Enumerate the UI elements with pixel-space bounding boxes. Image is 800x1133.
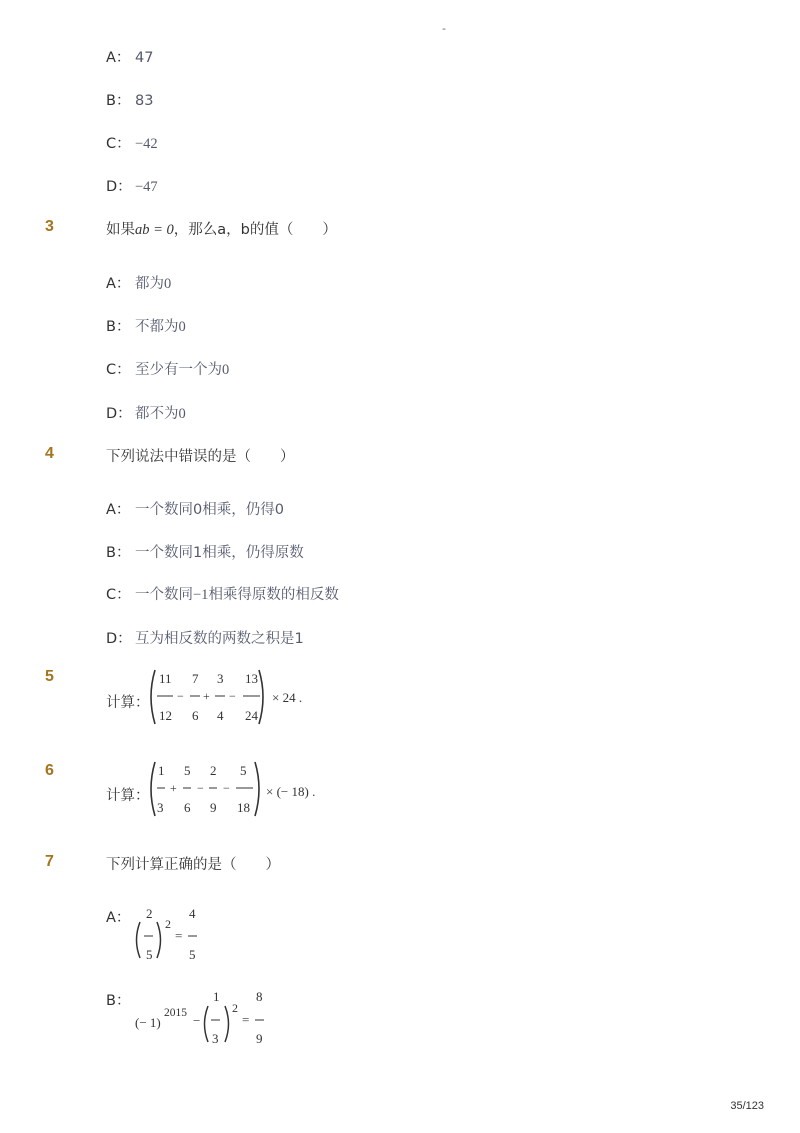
- fraction-denominator: 6: [184, 800, 191, 815]
- question-6-expression: [146, 756, 336, 822]
- fraction-denominator: 12: [159, 708, 172, 723]
- operator: −: [193, 1013, 201, 1028]
- stem-prefix: 如果: [106, 222, 135, 238]
- fraction-numerator: 1: [213, 989, 220, 1004]
- question-number: 4: [45, 445, 54, 462]
- option-label: C：: [106, 587, 131, 603]
- right-paren: [255, 762, 259, 816]
- option-number: 0: [222, 362, 230, 378]
- right-paren: [259, 670, 263, 724]
- option-label: B：: [106, 993, 131, 1009]
- q3-option-b[interactable]: [106, 315, 186, 336]
- q7-option-a[interactable]: [106, 906, 135, 927]
- fraction-denominator: 5: [146, 947, 153, 962]
- exponent: 2015: [164, 1007, 187, 1019]
- operator: −: [177, 689, 184, 703]
- fraction-denominator: 4: [217, 708, 224, 723]
- expression-tail: × (− 18) .: [266, 784, 316, 799]
- operator: +: [203, 689, 210, 703]
- option-number: −1: [193, 587, 209, 603]
- option-label: A：: [106, 910, 131, 926]
- fraction-numerator: 3: [217, 671, 224, 686]
- q4-option-c[interactable]: [106, 583, 339, 604]
- option-label: D：: [106, 631, 132, 647]
- q4-option-a[interactable]: [106, 498, 284, 519]
- fraction-numerator: 5: [240, 763, 247, 778]
- q4-option-b[interactable]: [106, 541, 304, 562]
- question-number: 6: [45, 762, 54, 779]
- option-label: B：: [106, 93, 131, 109]
- option-label: C：: [106, 136, 131, 152]
- option-text: −47: [135, 179, 158, 195]
- fraction-numerator: 4: [189, 906, 196, 921]
- option-text: 互为相反数的两数之积是1: [135, 631, 304, 647]
- option-text: 83: [135, 93, 154, 109]
- fraction-numerator: 2: [210, 763, 217, 778]
- fraction-denominator: 3: [157, 800, 164, 815]
- exponent: 2: [165, 917, 171, 931]
- option-label: C：: [106, 362, 131, 378]
- equals-sign: =: [242, 1012, 250, 1027]
- power-base: (− 1): [135, 1015, 161, 1030]
- question-3-stem: [106, 218, 337, 239]
- q2-option-c[interactable]: [106, 132, 158, 153]
- option-number: 0: [164, 276, 172, 292]
- q4-option-d[interactable]: [106, 627, 304, 648]
- question-6-prefix: 计算：: [106, 788, 150, 804]
- option-label: B：: [106, 545, 131, 561]
- fraction-numerator: 7: [192, 671, 199, 686]
- q7-option-a-expression: [132, 904, 212, 964]
- option-text: 一个数同0相乘，仍得0: [135, 502, 284, 518]
- fraction-denominator: 9: [256, 1031, 263, 1046]
- option-text: 都为: [135, 276, 164, 292]
- option-text: 47: [135, 50, 154, 66]
- fraction-numerator: 11: [159, 671, 172, 686]
- option-text: 一个数同: [135, 587, 193, 603]
- q7-option-b[interactable]: [106, 989, 135, 1010]
- left-paren: [205, 1006, 209, 1042]
- q3-option-d[interactable]: [106, 402, 186, 423]
- question-5-expression: [146, 664, 326, 730]
- operator: −: [197, 781, 204, 795]
- fraction-denominator: 6: [192, 708, 199, 723]
- question-5-prefix: 计算：: [106, 695, 150, 711]
- fraction-numerator: 2: [146, 906, 153, 921]
- q3-option-a[interactable]: [106, 272, 171, 293]
- option-text: 不都为: [135, 319, 179, 335]
- option-label: A：: [106, 276, 131, 292]
- fraction-denominator: 9: [210, 800, 217, 815]
- math-expression: ab = 0: [135, 222, 174, 238]
- fraction-numerator: 1: [158, 763, 165, 778]
- option-label: A：: [106, 50, 131, 66]
- option-label: A：: [106, 502, 131, 518]
- fraction-denominator: 24: [245, 708, 258, 723]
- page-number: 35/123: [730, 1100, 764, 1112]
- exponent: 2: [232, 1001, 238, 1015]
- fraction-denominator: 18: [237, 800, 250, 815]
- q7-option-b-expression: [132, 986, 282, 1048]
- operator: +: [170, 781, 177, 795]
- stem-suffix: ，那么a，b的值（ ）: [173, 222, 337, 238]
- question-number: 7: [45, 853, 54, 870]
- q2-option-d[interactable]: [106, 175, 158, 196]
- fraction-numerator: 13: [245, 671, 258, 686]
- fraction-numerator: 5: [184, 763, 191, 778]
- option-label: B：: [106, 319, 131, 335]
- equals-sign: =: [175, 928, 183, 943]
- right-paren: [157, 922, 161, 958]
- header-mark: -: [442, 22, 446, 35]
- question-7-stem: 下列计算正确的是（ ）: [106, 857, 280, 873]
- option-text: 一个数同1相乘，仍得原数: [135, 545, 304, 561]
- question-number: 3: [45, 218, 54, 235]
- q3-option-c[interactable]: [106, 358, 229, 379]
- operator: −: [223, 781, 230, 795]
- operator: −: [229, 689, 236, 703]
- expression-tail: × 24 .: [272, 690, 303, 705]
- q2-option-a[interactable]: [106, 46, 153, 67]
- left-paren: [151, 762, 155, 816]
- option-text: 至少有一个为: [135, 362, 222, 378]
- option-label: D：: [106, 406, 132, 422]
- fraction-numerator: 8: [256, 989, 263, 1004]
- option-label: D：: [106, 179, 132, 195]
- option-text: −42: [135, 136, 158, 152]
- fraction-denominator: 5: [189, 947, 196, 962]
- option-number: 0: [178, 319, 186, 335]
- question-4-stem: 下列说法中错误的是（ ）: [106, 449, 295, 465]
- right-paren: [225, 1006, 229, 1042]
- fraction-denominator: 3: [212, 1031, 219, 1046]
- left-paren: [137, 922, 141, 958]
- option-number: 0: [178, 406, 186, 422]
- question-number: 5: [45, 668, 54, 685]
- option-text: 相乘得原数的相反数: [208, 587, 339, 603]
- left-paren: [151, 670, 155, 724]
- option-text: 都不为: [135, 406, 179, 422]
- q2-option-b[interactable]: [106, 89, 153, 110]
